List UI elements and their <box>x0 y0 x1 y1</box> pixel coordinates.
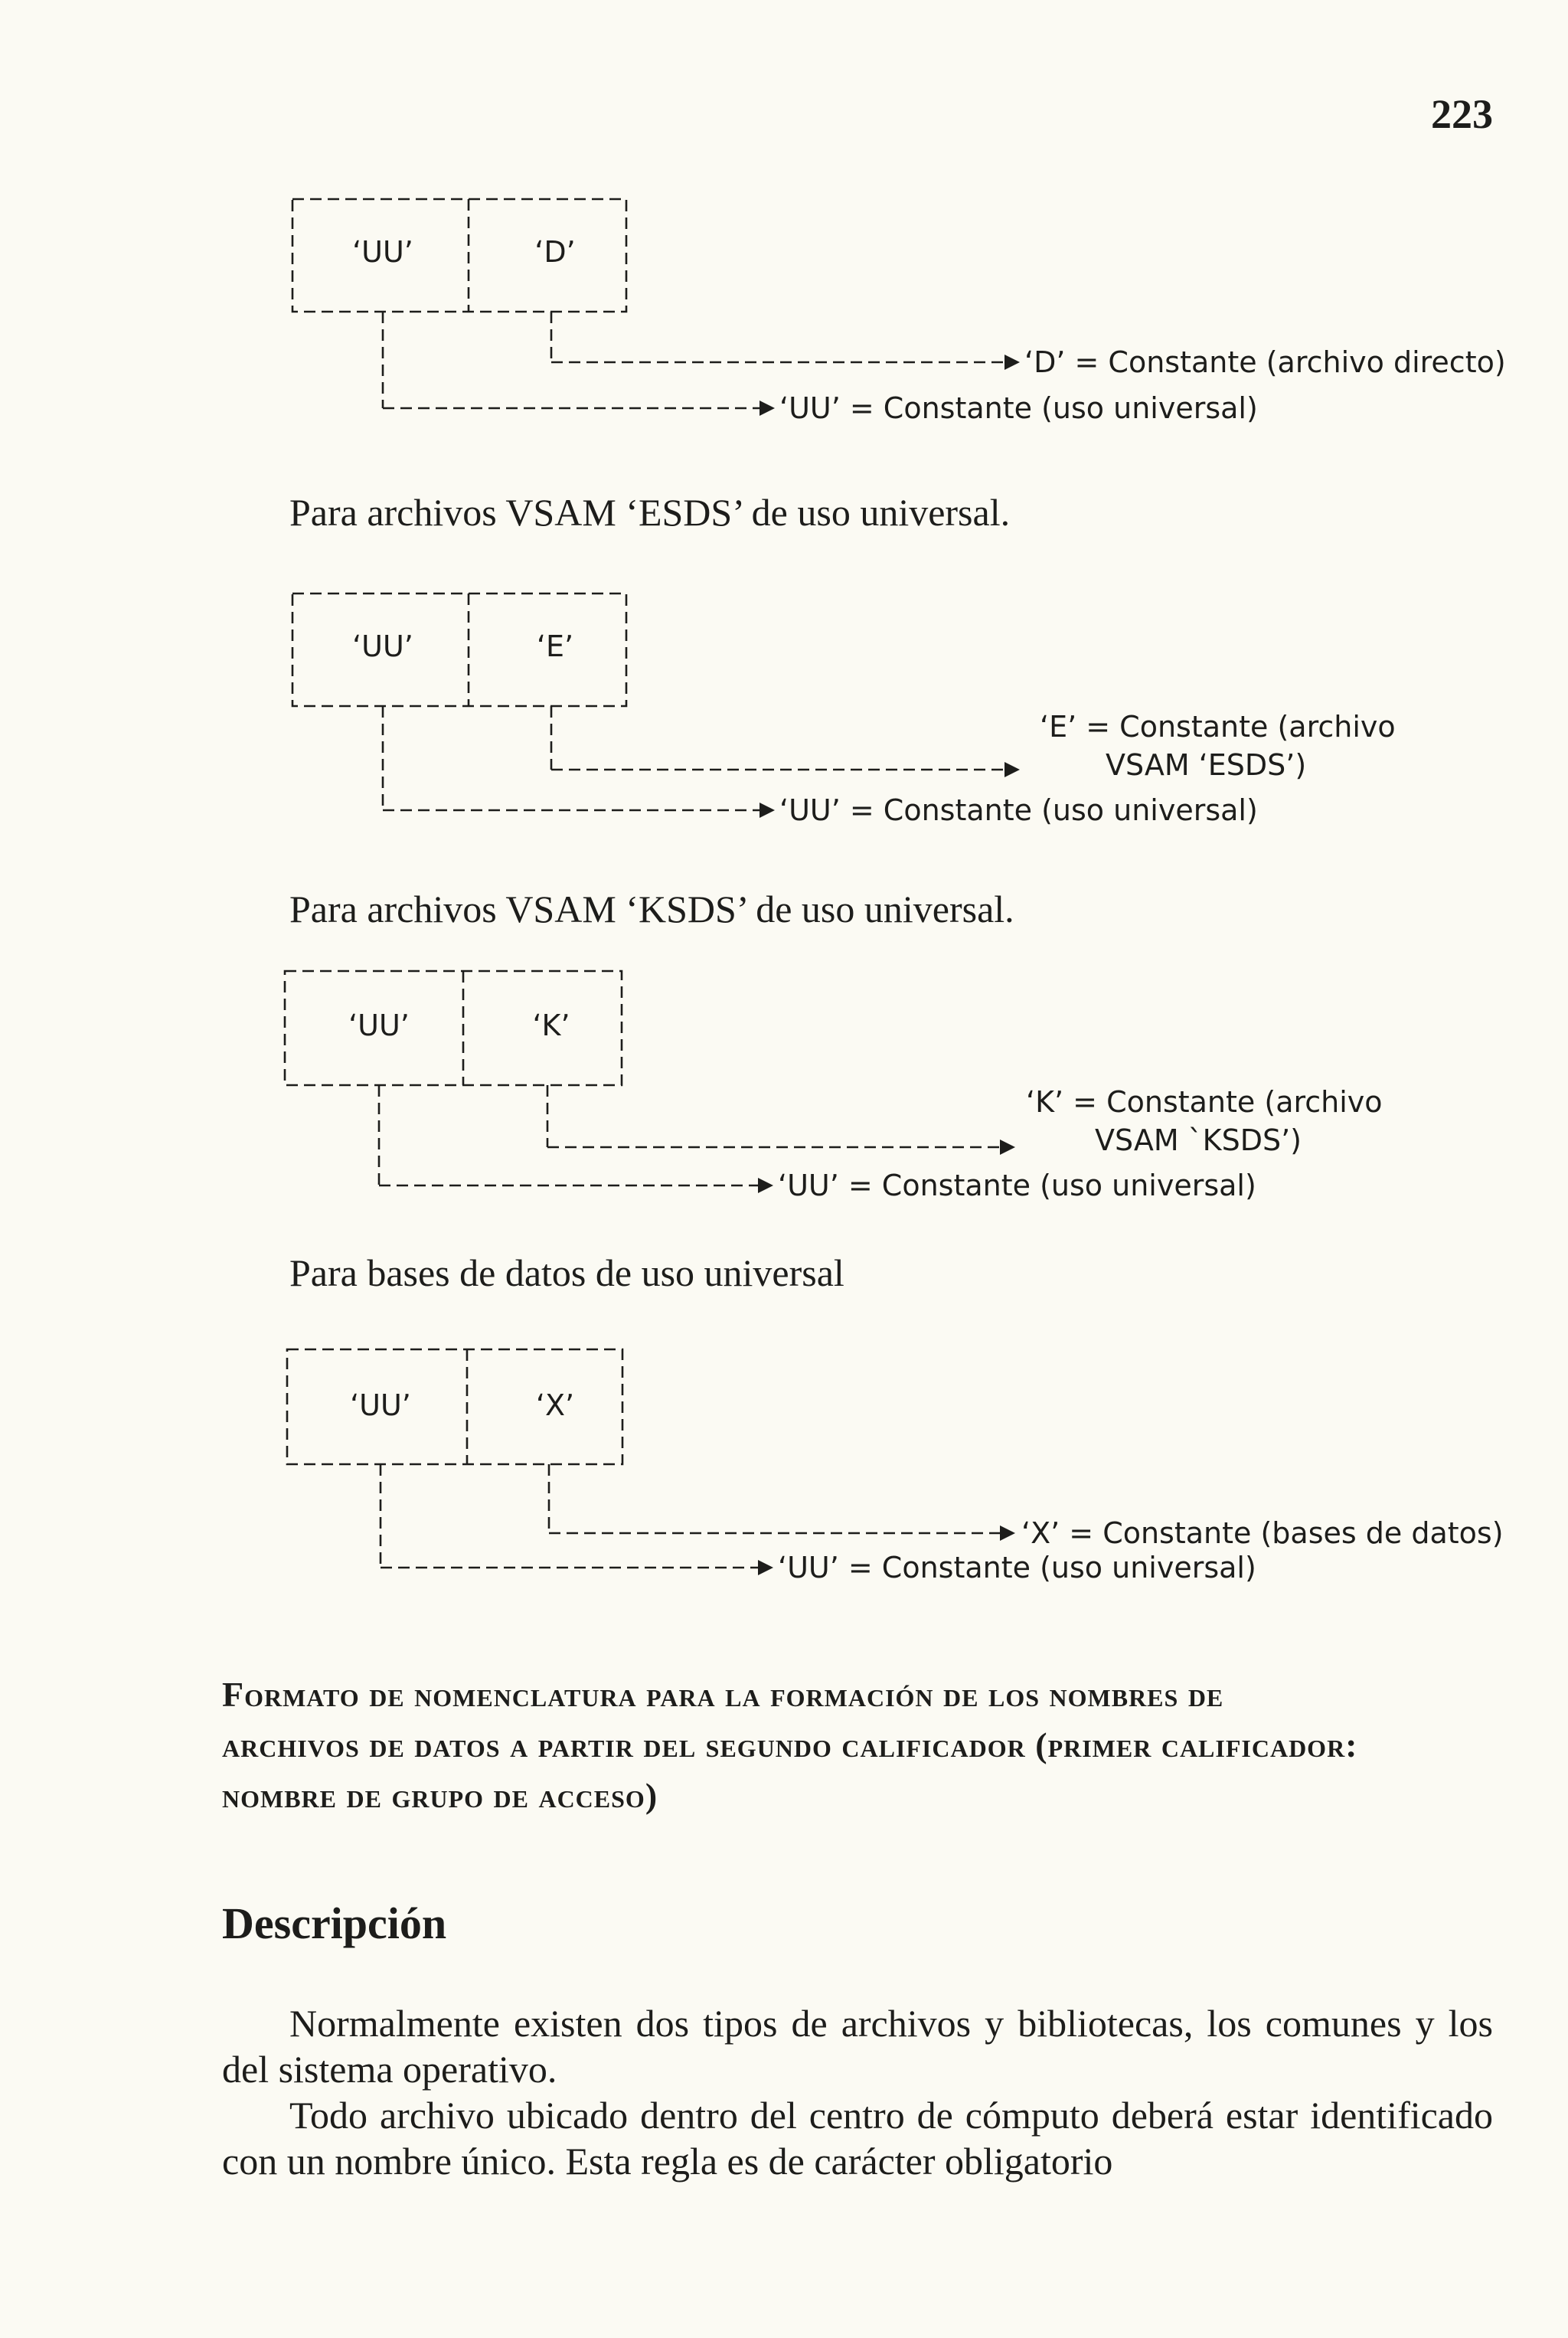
diagram-caption-bases-datos: Para bases de datos de uso universal <box>289 1251 844 1294</box>
paragraph: Normalmente existen dos tipos de archivos y bibliotecas, los comunes y los del sistema operativo. <box>222 2002 1493 2091</box>
page-number: 223 <box>1431 91 1493 137</box>
arrowhead-icon <box>758 1560 773 1575</box>
diagram-right-label-line: ‘D’ = Constante (archivo directo) <box>1024 345 1506 379</box>
diagram-right-label-line: ‘X’ = Constante (bases de datos) <box>1021 1516 1504 1550</box>
diagram-bottom-label: ‘UU’ = Constante (uso universal) <box>779 793 1258 827</box>
diagram-ksds <box>0 963 1568 1208</box>
section-heading: Formato de nomenclatura para la formación de los nombres de archivos de datos a partir del segundo calificador (primer calificador: nombre de grupo de acceso) <box>222 1675 1358 1815</box>
diagram-box-right-label: ‘D’ <box>534 235 576 269</box>
diagram-box <box>292 199 626 312</box>
diagram-box-left-label: ‘UU’ <box>350 1388 411 1422</box>
diagram-right-label-line: ‘E’ = Constante (archivo <box>1040 710 1396 744</box>
diagram-right-label-line: VSAM `KSDS’) <box>1095 1123 1302 1157</box>
paragraph: Todo archivo ubicado dentro del centro de cómputo deberá estar identificado con un nombre único. Esta regla es de carácter obligatorio <box>222 2094 1493 2183</box>
diagram-caption-ksds: Para archivos VSAM ‘KSDS’ de uso universal. <box>289 888 1014 930</box>
diagram-box-left-label: ‘UU’ <box>352 629 413 663</box>
arrowhead-icon <box>1004 355 1020 370</box>
diagram-box-right-label: ‘K’ <box>532 1009 570 1042</box>
arrowhead-icon <box>760 803 775 818</box>
diagram-bottom-label: ‘UU’ = Constante (uso universal) <box>779 391 1258 425</box>
diagram-bottom-label: ‘UU’ = Constante (uso universal) <box>778 1551 1256 1584</box>
diagram-box <box>292 593 626 706</box>
diagram-esds <box>0 586 1568 831</box>
diagram-caption-esds: Para archivos VSAM ‘ESDS’ de uso universal. <box>289 491 1011 534</box>
arrowhead-icon <box>758 1178 773 1193</box>
diagram-directo <box>0 191 1568 437</box>
arrowhead-icon <box>760 401 775 416</box>
diagram-bottom-label: ‘UU’ = Constante (uso universal) <box>778 1169 1256 1202</box>
diagram-box <box>285 971 622 1085</box>
diagram-box-right-label: ‘X’ <box>535 1388 575 1422</box>
diagram-right-label-line: VSAM ‘ESDS’) <box>1106 748 1307 782</box>
arrowhead-icon <box>1000 1140 1015 1155</box>
diagram-bases-datos <box>0 1342 1568 1587</box>
diagram-box-left-label: ‘UU’ <box>348 1009 410 1042</box>
diagram-box-left-label: ‘UU’ <box>352 235 413 269</box>
diagram-right-label-line: ‘K’ = Constante (archivo <box>1026 1085 1383 1119</box>
subheading-descripcion: Descripción <box>222 1898 447 1948</box>
arrowhead-icon <box>1004 762 1020 777</box>
diagram-box-right-label: ‘E’ <box>536 629 574 663</box>
arrowhead-icon <box>1000 1525 1015 1541</box>
